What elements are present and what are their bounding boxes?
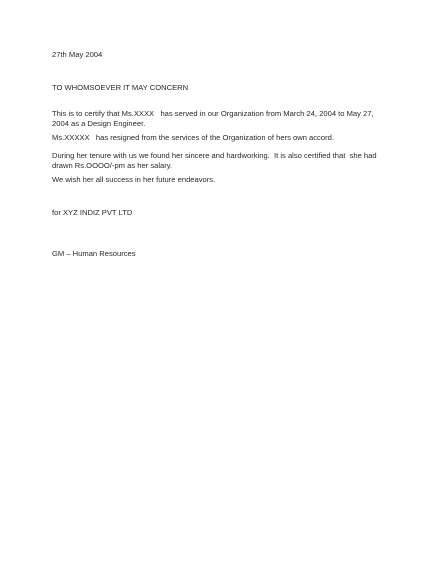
letter-signature: GM – Human Resources <box>52 249 136 258</box>
paragraph-service: This is to certify that Ms.XXXX has served in our Organization from March 24, 2004 to May 27, 2004 as a Design Engineer. <box>52 109 376 128</box>
letter-date: 27th May 2004 <box>52 50 103 59</box>
paragraph-tenure: During her tenure with us we found her sincere and hardworking. It is also certified that she had drawn Rs.OOOO/-pm as her salary. <box>52 151 379 170</box>
letter-signoff: for XYZ INDIZ PVT LTD <box>52 208 133 217</box>
letter-salutation: TO WHOMSOEVER IT MAY CONCERN <box>52 83 189 92</box>
paragraph-resignation: Ms.XXXXX has resigned from the services of the Organization of hers own accord. <box>52 133 334 142</box>
paragraph-wishes: We wish her all success in her future endeavors. <box>52 175 216 184</box>
